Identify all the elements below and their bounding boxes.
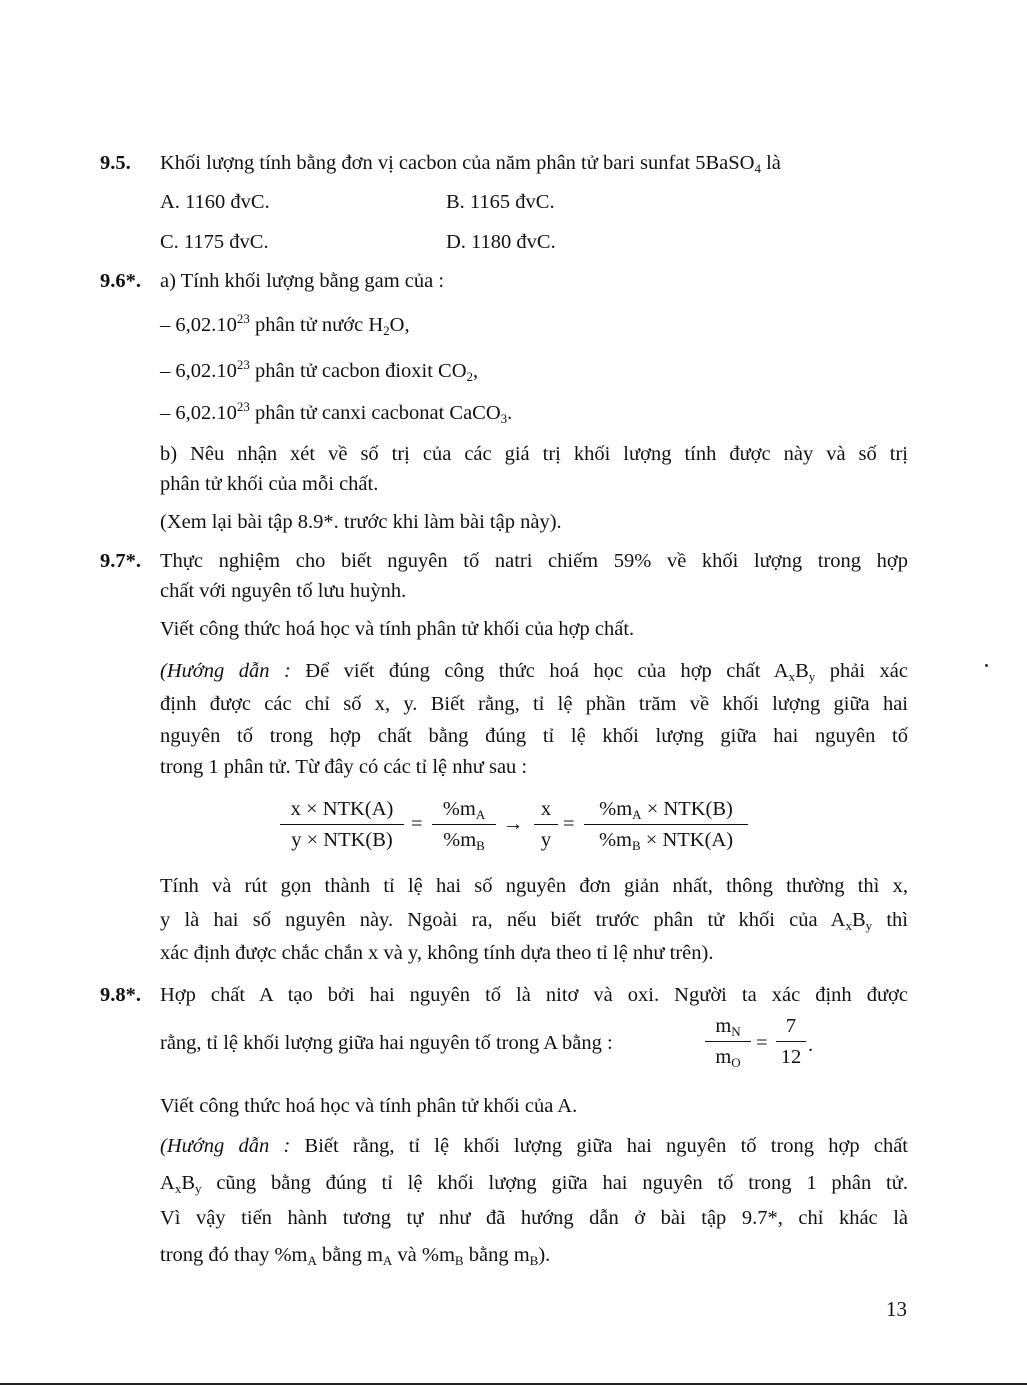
exercise-9-6-item-1: – 6,02.10$^{23}$ phân tử nước $H_2O$,: [160, 311, 410, 338]
formula-equals-1: =: [411, 813, 423, 835]
exercise-9-5-number: 9.5.: [100, 152, 131, 174]
exercise-9-7-hint-line-2: định được các chỉ số x, y. Biết rằng, tỉ lệ phần trăm về khối lượng giữa hai: [160, 693, 908, 715]
option-c: C. 1175 đvC.: [160, 231, 269, 253]
exercise-9-8-number: 9.8*.: [100, 984, 141, 1006]
option-b: B. 1165 đvC.: [446, 191, 555, 213]
exercise-9-7-number: 9.7*.: [100, 550, 141, 572]
exercise-9-8-line-1: Hợp chất A tạo bởi hai nguyên tố là nitơ và oxi. Người ta xác định được: [160, 984, 908, 1006]
exercise-9-7-line-2: chất với nguyên tố lưu huỳnh.: [160, 580, 407, 602]
exercise-9-6-part-b-line-1: b) Nêu nhận xét về số trị của các giá trị khối lượng tính được này và số trị: [160, 443, 908, 465]
exercise-9-6-item-2: – 6,02.10$^{23}$ phân tử cacbon đioxit $CO_2$,: [160, 357, 479, 384]
exercise-9-6-note: (Xem lại bài tập 8.9*. trước khi làm bài tập này).: [160, 511, 562, 533]
option-d: D. 1180 đvC.: [446, 231, 556, 253]
formula-fraction-result: $\%m_A \times NTK(B)$ $\%m_B \times NTK(A)$: [584, 796, 748, 853]
exercise-9-6-number: 9.6*.: [100, 270, 141, 292]
formula-fraction-xy: $\frac{x}{y}$: [534, 796, 558, 853]
ratio-fraction-values: $\frac{7}{12}$: [776, 1013, 806, 1070]
exercise-9-7-hint-line-3: nguyên tố trong hợp chất bằng đúng tỉ lệ khối lượng giữa hai nguyên tố: [160, 725, 908, 747]
exercise-9-8-hint-line-2: $A_xB_y$ cũng bằng đúng tỉ lệ khối lượng giữa hai nguyên tố trong 1 phân tử.: [160, 1172, 908, 1196]
exercise-9-8-hint-line-3: Vì vậy tiến hành tương tự như đã hướng dẫn ở bài tập 9.7*, chỉ khác là: [160, 1207, 908, 1229]
formula-fraction-ntk: x × NTK(A) y × NTK(B): [280, 796, 404, 853]
ratio-equals: =: [756, 1032, 768, 1054]
formula-equals-2: =: [563, 813, 575, 835]
exercise-9-7-after-line-3: xác định được chắc chắn x và y, không tính dựa theo tỉ lệ như trên).: [160, 942, 714, 964]
exercise-9-8-hint-line-4: trong đó thay $\%m_A$ bằng $m_A$ và $\%m_B$ bằng $m_B$).: [160, 1244, 551, 1268]
ratio-period: .: [808, 1034, 814, 1056]
exercise-9-6-part-b-line-2: phân tử khối của mỗi chất.: [160, 473, 379, 495]
exercise-9-7-line-1: Thực nghiệm cho biết nguyên tố natri chiếm 59% về khối lượng trong hợp: [160, 550, 908, 572]
page-number: 13: [886, 1297, 907, 1321]
exercise-9-8-line-2: rằng, tỉ lệ khối lượng giữa hai nguyên tố trong A bằng :: [160, 1032, 613, 1054]
exercise-9-7-after-line-1: Tính và rút gọn thành tỉ lệ hai số nguyên đơn giản nhất, thông thường thì x,: [160, 875, 908, 897]
exercise-9-8-line-3: Viết công thức hoá học và tính phân tử khối của A.: [160, 1095, 578, 1117]
option-a: A. 1160 đvC.: [160, 191, 270, 213]
scan-speck: [985, 664, 988, 667]
exercise-9-8-hint-line-1: (Hướng dẫn : Biết rằng, tỉ lệ khối lượng giữa hai nguyên tố trong hợp chất: [160, 1135, 908, 1157]
exercise-9-7-hint-line-4: trong 1 phân tử. Từ đây có các tỉ lệ như sau :: [160, 756, 528, 778]
exercise-9-5-question: Khối lượng tính bằng đơn vị cacbon của năm phân tử bari sunfat 5BaSO$_4$ là: [160, 152, 781, 176]
exercise-9-7-after-line-2: y là hai số nguyên này. Ngoài ra, nếu biết trước phân tử khối của $A_xB_y$ thì: [160, 909, 908, 933]
ratio-fraction-masses: $\frac{m_N}{m_O}$: [705, 1013, 751, 1070]
exercise-9-6-item-3: – 6,02.10$^{23}$ phân tử canxi cacbonat CaCO$_3$.: [160, 399, 513, 426]
exercise-9-6-part-a: a) Tính khối lượng bằng gam của :: [160, 270, 445, 292]
exercise-9-7-hint-line-1: (Hướng dẫn : Để viết đúng công thức hoá học của hợp chất $A_xB_y$ phải xác: [160, 660, 908, 684]
formula-fraction-percent: $\frac{\%m_A}{\%m_B}$: [432, 796, 496, 853]
exercise-9-7-line-3: Viết công thức hoá học và tính phân tử khối của hợp chất.: [160, 618, 635, 640]
formula-arrow: →: [503, 813, 524, 835]
